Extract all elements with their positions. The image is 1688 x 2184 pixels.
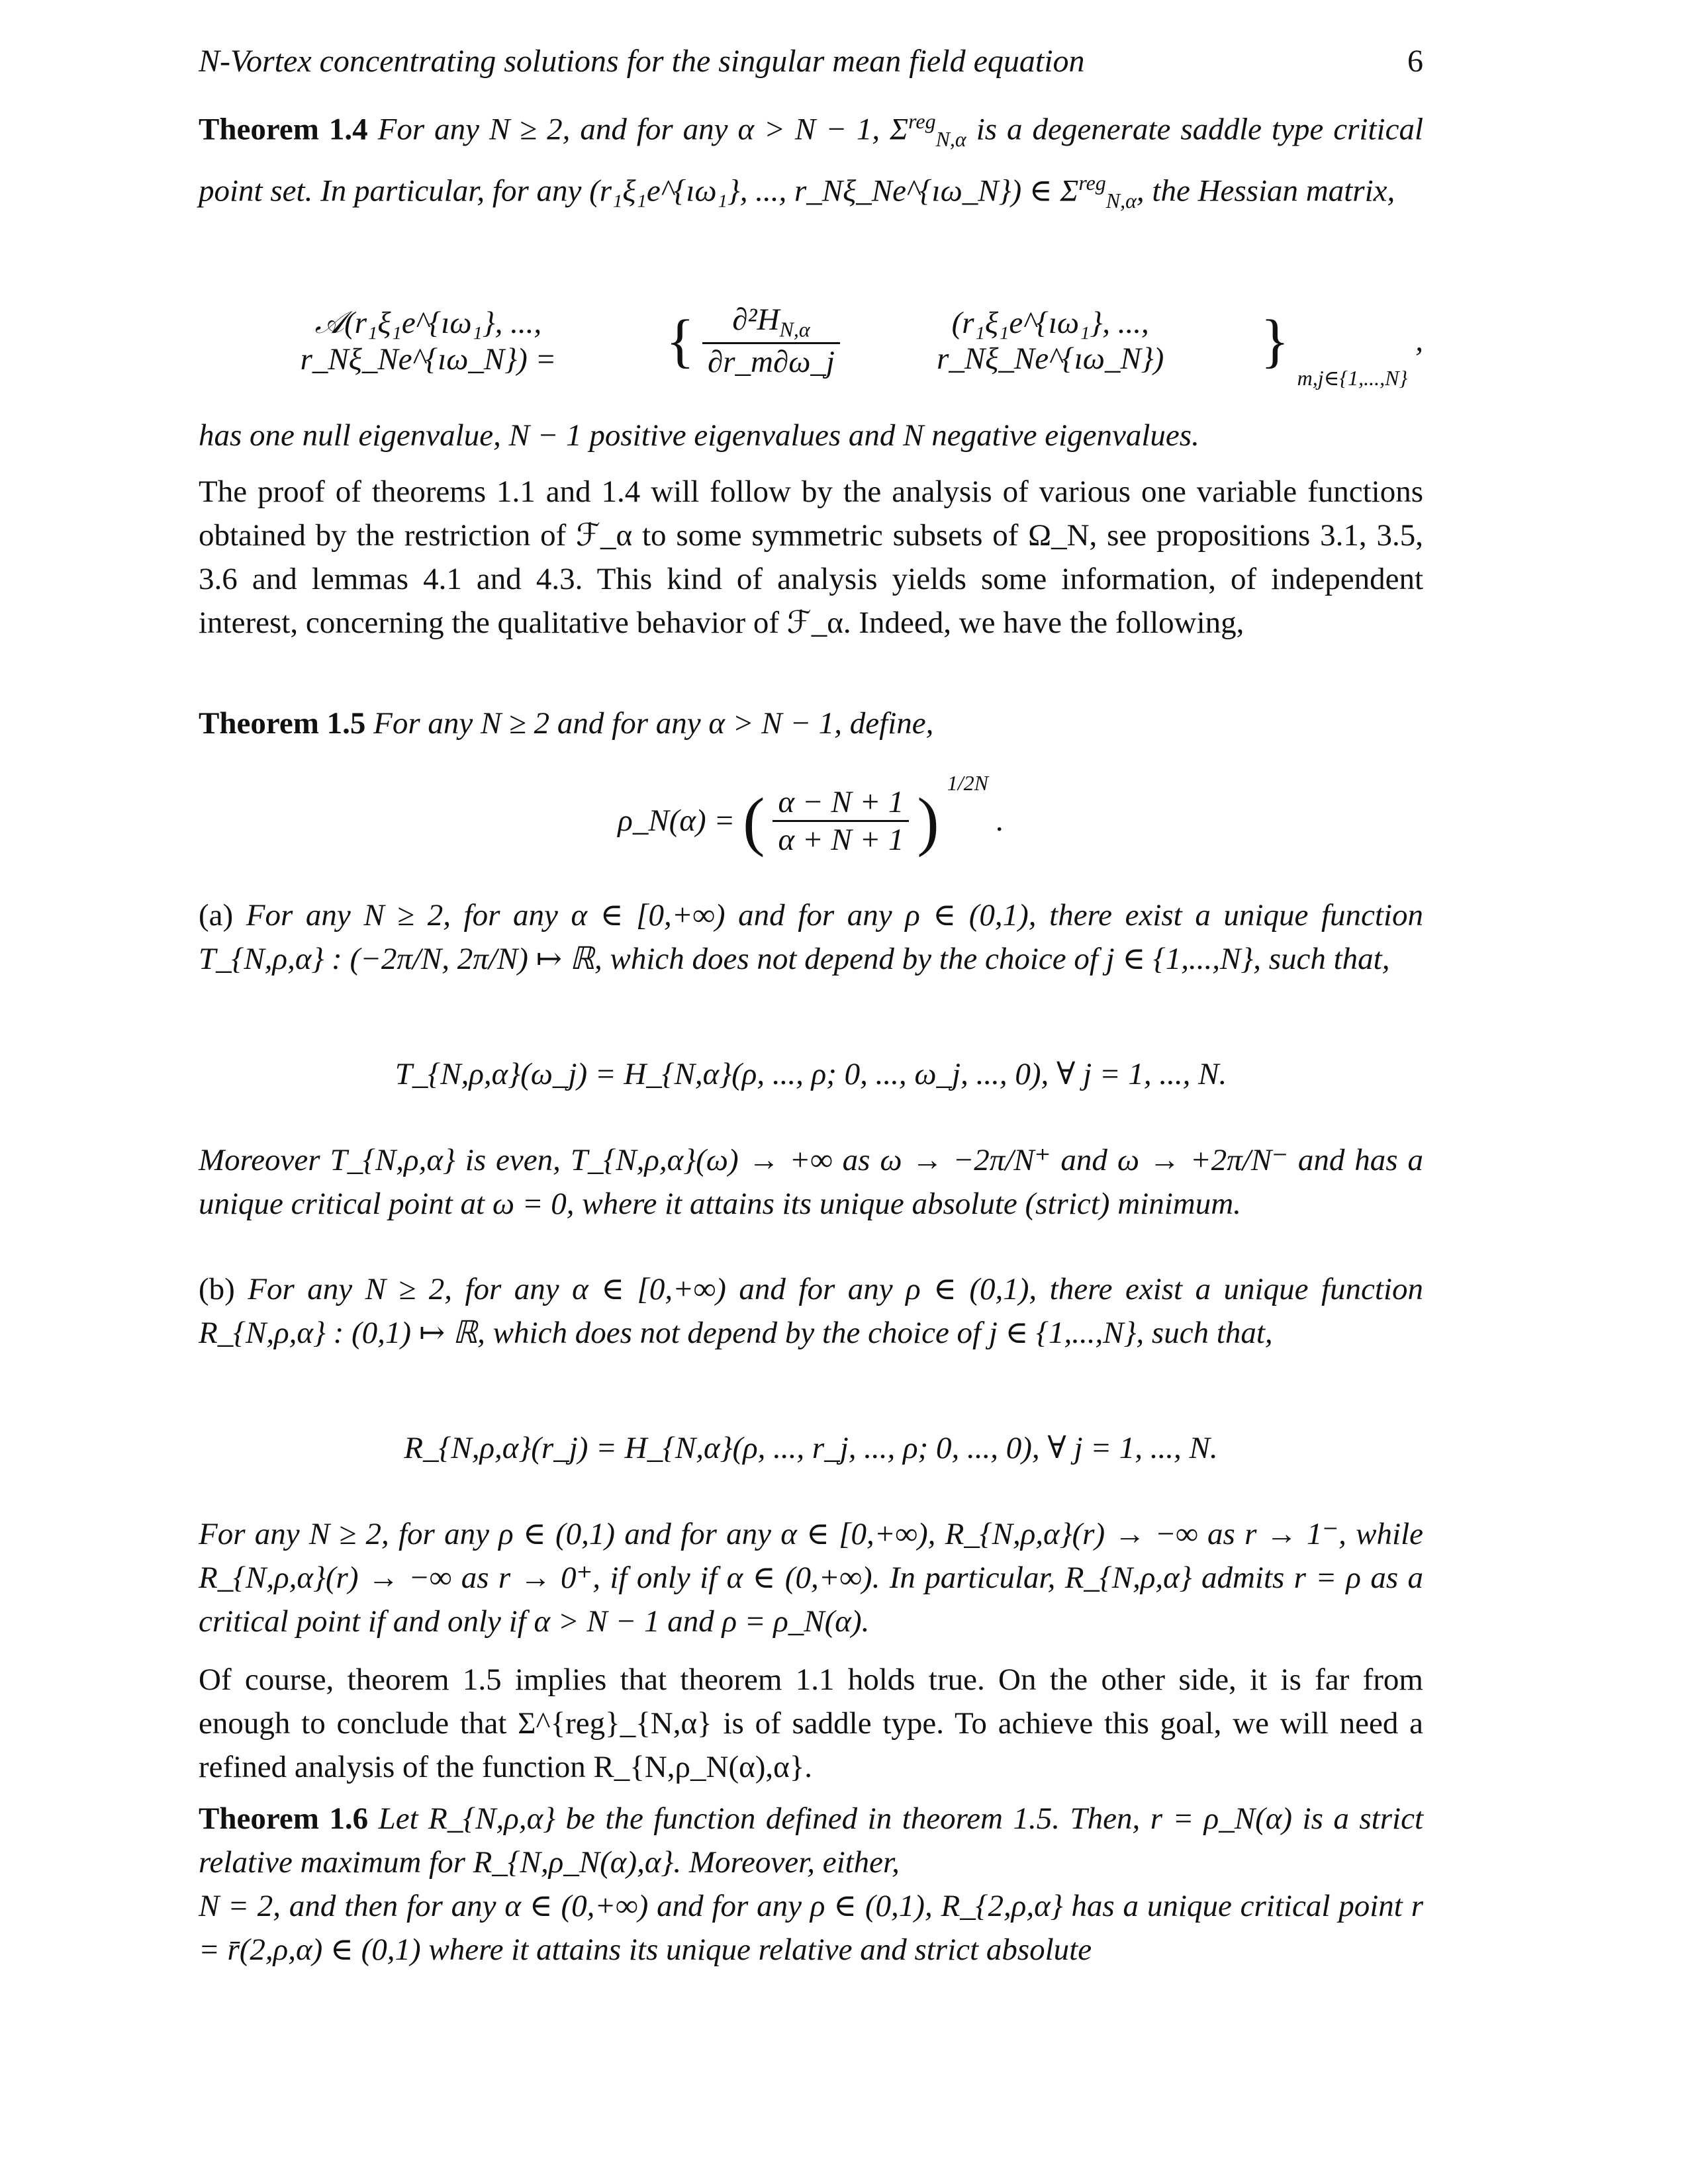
hessian-fraction: $\frac{\partial^2H_{N,\alpha}}{\partial r\_m\partial\omega\_j}$ <box>702 302 840 379</box>
header-title: N-Vortex concentrating solutions for the singular mean field equation <box>199 44 1085 79</box>
theorem-1-5-part-b-more: For any N ≥ 2, for any ρ ∈ (0,1) and for any α ∈ [0,+∞), R_{N,ρ,α}(r) → −∞ as r → 1⁻, while R_{N,ρ,α}(r) → −∞ as r → 0⁺, if only if α ∈ (0,+∞). In particular, R_{N,ρ,α} admits r = ρ as a critical point if and only if α > N − 1 and ρ = ρ_N(α). <box>199 1517 1423 1639</box>
theorem-1-6: Theorem 1.6 Let R_{N,ρ,α} be the function defined in theorem 1.5. Then, r = ρ_N(α) is a strict relative maximum for R_{N,ρ_N(α),α}. Moreover, either, N = 2, and then for any α ∈ (0,+∞) and for any ρ ∈ (0,1), R_{2,ρ,α} has a unique critical point r = r̄(2,ρ,α) ∈ (0,1) where it attains its unique relative and strict absolute <box>199 1801 1424 1967</box>
theorem-1-4-conclusion: has one null eigenvalue, N − 1 positive eigenvalues and N negative eigenvalues. <box>199 418 1199 453</box>
body-paragraph-1: The proof of theorems 1.1 and 1.4 will follow by the analysis of various one variable functions obtained by the restriction of ℱ_α to some symmetric subsets of Ω_N, see propositions 3.1, 3.5, 3.6 and lemmas 4.1 and 4.3. This kind of analysis yields some information, of independent interest, concerning the qualitative behavior of ℱ_α. Indeed, we have the following, <box>199 475 1423 640</box>
page-number: 6 <box>1407 44 1423 79</box>
running-header <box>199 33 1423 79</box>
theorem-label: Theorem 1.6 <box>199 1801 369 1836</box>
rho-definition: ρ_N(α) = ( $\frac{\alpha - N + 1}{\alpha + N + 1}$ ) 1/2N . <box>618 771 1004 858</box>
body-paragraph-2: Of course, theorem 1.5 implies that theorem 1.1 holds true. On the other side, it is far from enough to conclude that Σ^{reg}_{N,α} is of saddle type. To achieve this goal, we will need a refined analysis of the function R_{N,ρ_N(α),α}. <box>199 1662 1423 1784</box>
theorem-1-5: Theorem 1.5 For any N ≥ 2 and for any α > N − 1, define, <box>199 706 934 741</box>
theorem-1-5-part-b: (b) For any N ≥ 2, for any α ∈ [0,+∞) and for any ρ ∈ (0,1), there exist a unique function R_{N,ρ,α} : (0,1) ↦ ℝ, which does not depend by the choice of j ∈ {1,...,N}, such that, <box>199 1272 1423 1350</box>
equation-R: R_{N,ρ,α}(r_j) = H_{N,α}(ρ, ..., r_j, ..., ρ; 0, ..., 0), ∀ j = 1, ..., N. <box>404 1431 1218 1465</box>
equation-T: T_{N,ρ,α}(ω_j) = H_{N,α}(ρ, ..., ρ; 0, ..., ω_j, ..., 0), ∀ j = 1, ..., N. <box>395 1057 1227 1091</box>
theorem-1-5-part-a: (a) For any N ≥ 2, for any α ∈ [0,+∞) and for any ρ ∈ (0,1), there exist a unique function T_{N,ρ,α} : (−2π/N, 2π/N) ↦ ℝ, which does not depend by the choice of j ∈ {1,...,N}, such that, <box>199 898 1423 976</box>
hessian-equation: 𝒜(r₁ξ₁e^{ıω₁}, ..., r_Nξ_Ne^{ıω_N}) = { $\frac{\partial^2H_{N,\alpha}}{\partial r\_m\partial\omega\_j}$ (r₁ξ₁e^{ıω₁}, ..., r_Nξ_Ne^{ıω_N}) } m,j∈{1,...,N} , <box>300 302 1423 390</box>
theorem-1-5-part-a-more: Moreover T_{N,ρ,α} is even, T_{N,ρ,α}(ω) → +∞ as ω → −2π/N⁺ and ω → +2π/N⁻ and has a unique critical point at ω = 0, where it attains its unique absolute (strict) minimum. <box>199 1143 1423 1221</box>
theorem-label: Theorem 1.5 <box>199 706 366 741</box>
theorem-label: Theorem 1.4 <box>199 112 368 147</box>
page <box>199 33 1424 1967</box>
theorem-1-4: Theorem 1.4 For any N ≥ 2, and for any α > N − 1, $\Sigma^{reg}_{N,\alpha}$ is a degenerate saddle type critical point set. In particular, for any (r₁ξ₁e^{ıω₁}, ..., r_Nξ_Ne^{ıω_N}) ∈ $\Sigma^{reg}_{N,\alpha}$, the Hessian matrix, <box>199 109 1424 213</box>
